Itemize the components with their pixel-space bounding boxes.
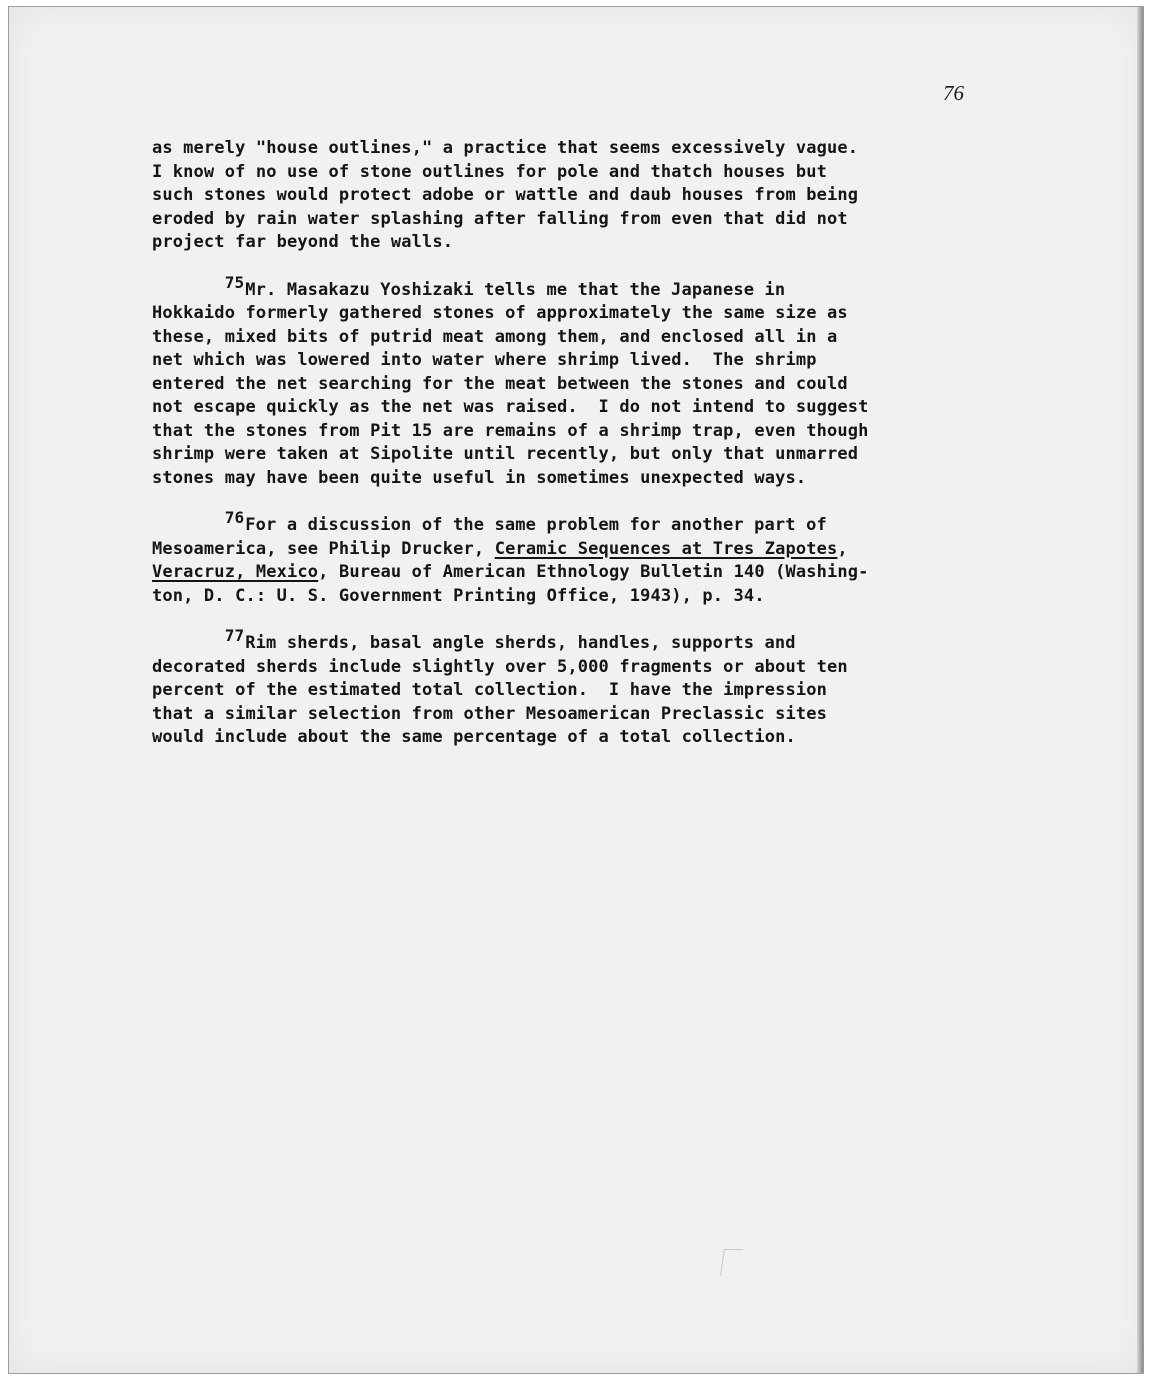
paragraph-continuation — [152, 137, 952, 255]
text-segment: Mesoamerica, see Philip Drucker, — [152, 538, 495, 559]
faint-paper-mark — [720, 1249, 743, 1276]
text-line: Hokkaido formerly gathered stones of approximately the same size as — [152, 303, 848, 323]
text-line: percent of the estimated total collection. I have the impression — [152, 680, 828, 700]
text-line: that a similar selection from other Mesoamerican Preclassic sites — [152, 703, 828, 724]
text-line: as merely "house outlines," a practice that seems excessively vague. — [152, 138, 859, 158]
text-line: eroded by rain water splashing after falling from even that did not — [152, 208, 848, 229]
text-line: shrimp were taken at Sipolite until recently, but only that unmarred — [152, 444, 859, 464]
text-line: such stones would protect adobe or wattle and daub houses from being — [152, 185, 859, 205]
footnote-76 — [152, 508, 952, 608]
typed-text-body — [152, 137, 952, 773]
text-line: not escape quickly as the net was raised. I do not intend to suggest — [152, 397, 869, 417]
paper-sheet — [8, 6, 1144, 1374]
text-line: these, mixed bits of putrid meat among them, and enclosed all in a — [152, 326, 838, 347]
text-line: net which was lowered into water where shrimp lived. The shrimp — [152, 350, 817, 370]
page-number: 76 — [943, 81, 964, 105]
underlined-title: Veracruz, Mexico — [152, 562, 319, 582]
text-segment: , Bureau of American Ethnology Bulletin 140 (Washing- — [318, 562, 869, 582]
footnote-75 — [152, 272, 952, 491]
text-line: stones may have been quite useful in sometimes unexpected ways. — [152, 467, 807, 488]
text-line: For a discussion of the same problem for another part of — [245, 515, 827, 535]
footnote-number: 77 — [224, 626, 245, 645]
text-line: Rim sherds, basal angle sherds, handles, supports and — [245, 633, 796, 653]
text-line: project far beyond the walls. — [152, 232, 454, 252]
text-line: entered the net searching for the meat between the stones and could — [152, 373, 848, 394]
text-line: decorated sherds include slightly over 5,000 fragments or about ten — [152, 656, 848, 677]
text-line: Mr. Masakazu Yoshizaki tells me that the Japanese in — [245, 279, 786, 300]
text-line: I know of no use of stone outlines for pole and thatch houses but — [152, 161, 828, 182]
text-line: would include about the same percentage of a total collection. — [152, 727, 796, 747]
footnote-number: 75 — [224, 272, 245, 292]
footnote-number: 76 — [224, 508, 245, 527]
text-line: that the stones from Pit 15 are remains of a shrimp trap, even though — [152, 420, 869, 441]
underlined-title: Ceramic Sequences at Tres Zapotes — [494, 538, 838, 559]
page-edge-shadow — [1137, 7, 1143, 1373]
text-segment: , — [837, 538, 848, 559]
footnote-77 — [152, 626, 952, 750]
text-line: ton, D. C.: U. S. Government Printing Office, 1943), p. 34. — [152, 585, 765, 606]
